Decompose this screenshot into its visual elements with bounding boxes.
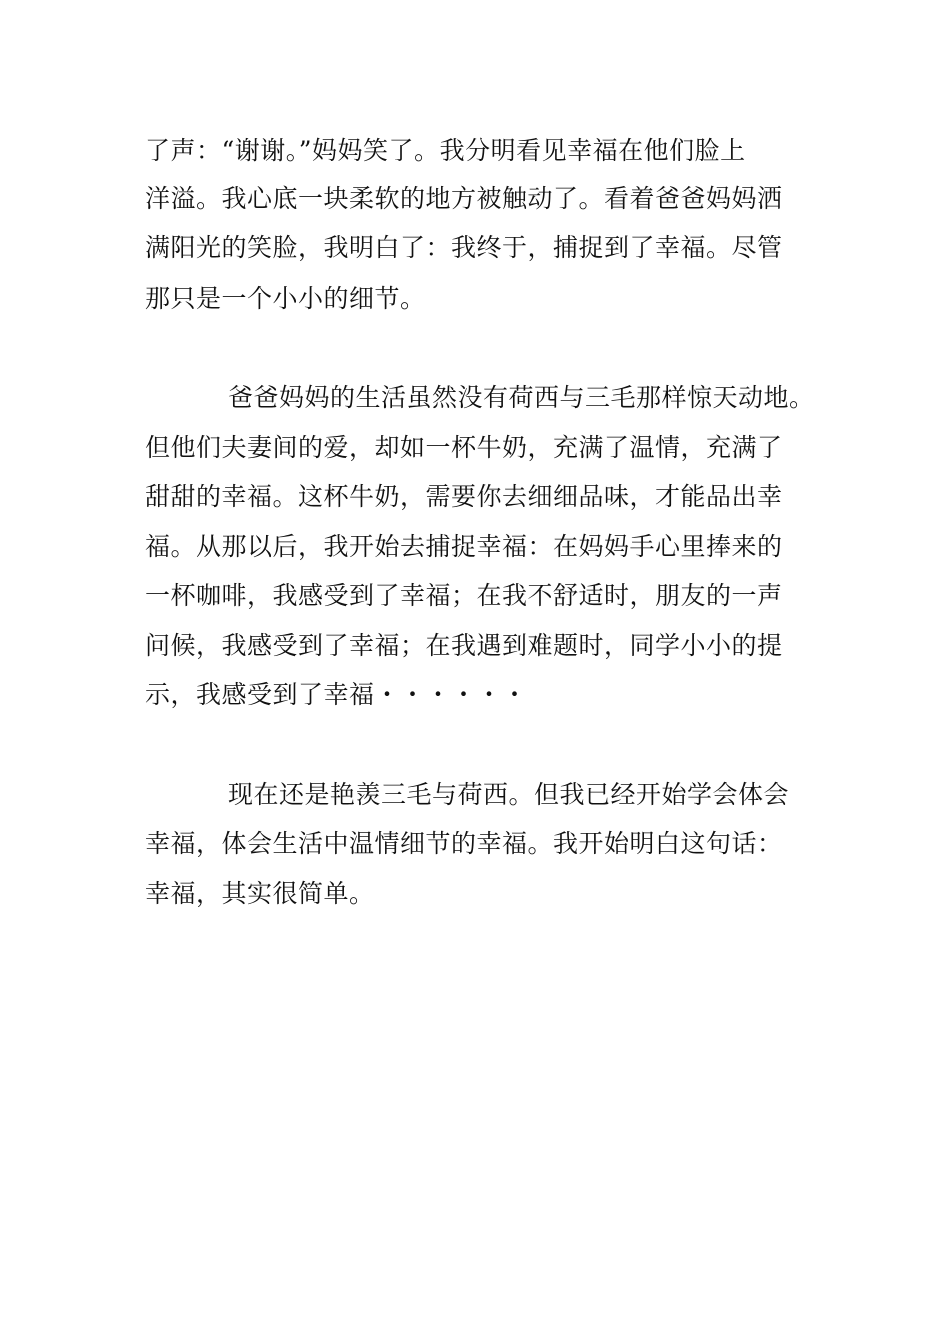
paragraph-1-line-1: 了声：“谢谢。”妈妈笑了。我分明看见幸福在他们脸上 (145, 136, 746, 165)
paragraph-3-line-3: 幸福，其实很简单。 (145, 879, 375, 908)
paragraph-2-line-1: 爸爸妈妈的生活虽然没有荷西与三毛那样惊天动地。 (228, 383, 815, 412)
paragraph-1-line-3: 满阳光的笑脸，我明白了：我终于，捕捉到了幸福。尽管 (145, 233, 783, 262)
paragraph-2-line-2: 但他们夫妻间的爱，却如一杯牛奶，充满了温情，充满了 (145, 433, 783, 462)
paragraph-1-line-4: 那只是一个小小的细节。 (145, 284, 426, 313)
paragraph-1-line-2: 洋溢。我心底一块柔软的地方被触动了。看着爸爸妈妈洒 (145, 184, 783, 213)
paragraph-2-line-4: 福。从那以后，我开始去捕捉幸福：在妈妈手心里捧来的 (145, 532, 783, 561)
paragraph-2-line-5: 一杯咖啡，我感受到了幸福；在我不舒适时，朋友的一声 (145, 581, 783, 610)
paragraph-3-line-1: 现在还是艳羡三毛与荷西。但我已经开始学会体会 (228, 780, 790, 809)
paragraph-2-line-6: 问候，我感受到了幸福；在我遇到难题时，同学小小的提 (145, 631, 783, 660)
paragraph-2-line-3: 甜甜的幸福。这杯牛奶，需要你去细细品味，才能品出幸 (145, 482, 783, 511)
paragraph-3-line-2: 幸福，体会生活中温情细节的幸福。我开始明白这句话： (145, 829, 783, 858)
paragraph-2-line-7: 示，我感受到了幸福・・・・・・ (145, 680, 528, 709)
